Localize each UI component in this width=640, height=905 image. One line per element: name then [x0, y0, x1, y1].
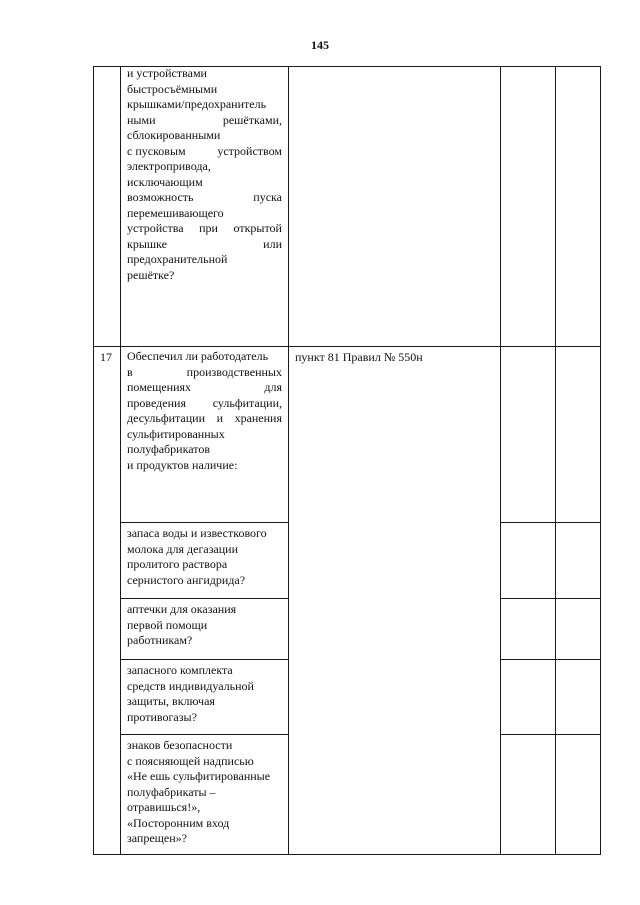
- text-line: возможность пуска: [127, 190, 282, 204]
- sub-item-separator: [120, 734, 289, 735]
- text-line: знаков безопасности: [127, 738, 233, 752]
- text-line: аптечки для оказания: [127, 602, 237, 616]
- text-line: перемешивающего: [127, 205, 224, 220]
- row-17-question-text: [127, 349, 282, 473]
- sub-item-separator: [500, 598, 601, 599]
- col-sep-question: [288, 66, 289, 855]
- text-line: сульфитированных: [127, 426, 225, 441]
- text-line: крышками/предохранитель: [127, 97, 267, 111]
- text-line: ными решётками,: [127, 112, 282, 127]
- text-line: и устройствами: [127, 66, 207, 80]
- text-line: крышке или: [127, 236, 282, 251]
- sub-item-separator: [120, 659, 289, 660]
- text-line: исключающим: [127, 174, 203, 189]
- sub-item-separator: [120, 598, 289, 599]
- text-line: быстросъёмными: [127, 81, 218, 96]
- col-sep-number: [120, 66, 121, 855]
- text-line: и продуктов наличие:: [127, 457, 238, 472]
- table-bottom-border: [93, 854, 601, 855]
- text-line: полуфабрикаты –: [127, 784, 216, 799]
- text-line: средств индивидуальной: [127, 678, 254, 693]
- sub-item-separator: [500, 522, 601, 523]
- text-line: молока для дегазации: [127, 541, 239, 556]
- text-line: в производственных: [127, 364, 282, 379]
- text-line: Обеспечил ли работодатель: [127, 349, 269, 363]
- sub-item-separator: [500, 734, 601, 735]
- sub-item-water-lime: [127, 526, 267, 588]
- text-line: «Не ешь сульфитированные: [127, 769, 271, 783]
- text-line: защиты, включая: [127, 694, 215, 708]
- sub-item-separator: [500, 659, 601, 660]
- text-line: «Посторонним вход: [127, 815, 230, 830]
- text-line: противогазы?: [127, 709, 197, 724]
- row-separator: [93, 346, 601, 347]
- text-line: пролитого раствора: [127, 557, 228, 571]
- text-line: сернистого ангидрида?: [127, 572, 246, 587]
- text-line: отравишься!»,: [127, 800, 201, 814]
- table-left-border: [93, 66, 94, 855]
- sub-item-safety-signs: [127, 738, 270, 847]
- text-line: помещениях для: [127, 380, 282, 394]
- text-line: устройства при открытой: [127, 221, 282, 235]
- text-line: первой помощи: [127, 617, 208, 632]
- text-line: десульфитации и хранения: [127, 411, 282, 425]
- table-right-border: [600, 66, 601, 855]
- text-line: с поясняющей надписью: [127, 753, 254, 768]
- sub-item-separator: [120, 522, 289, 523]
- col-sep-answer: [555, 66, 556, 855]
- continued-question-text: [127, 66, 282, 283]
- text-line: предохранительной: [127, 252, 228, 266]
- text-line: запасного комплекта: [127, 663, 233, 677]
- text-line: работникам?: [127, 633, 193, 647]
- col-sep-legal: [500, 66, 501, 855]
- text-line: проведения сульфитации,: [127, 395, 282, 410]
- text-line: полуфабрикатов: [127, 442, 210, 456]
- row-number: 17: [100, 350, 112, 364]
- text-line: запрещен»?: [127, 831, 187, 845]
- text-line: сблокированными: [127, 128, 221, 142]
- text-line: с пусковым устройством: [127, 143, 282, 158]
- text-line: электропривода,: [127, 159, 211, 173]
- page-number: 145: [311, 38, 329, 52]
- sub-item-ppe-kit: [127, 663, 254, 725]
- text-line: решётке?: [127, 267, 175, 282]
- sub-item-first-aid: [127, 602, 236, 649]
- text-line: запаса воды и известкового: [127, 526, 267, 540]
- legal-reference: пункт 81 Правил № 550н: [295, 350, 423, 364]
